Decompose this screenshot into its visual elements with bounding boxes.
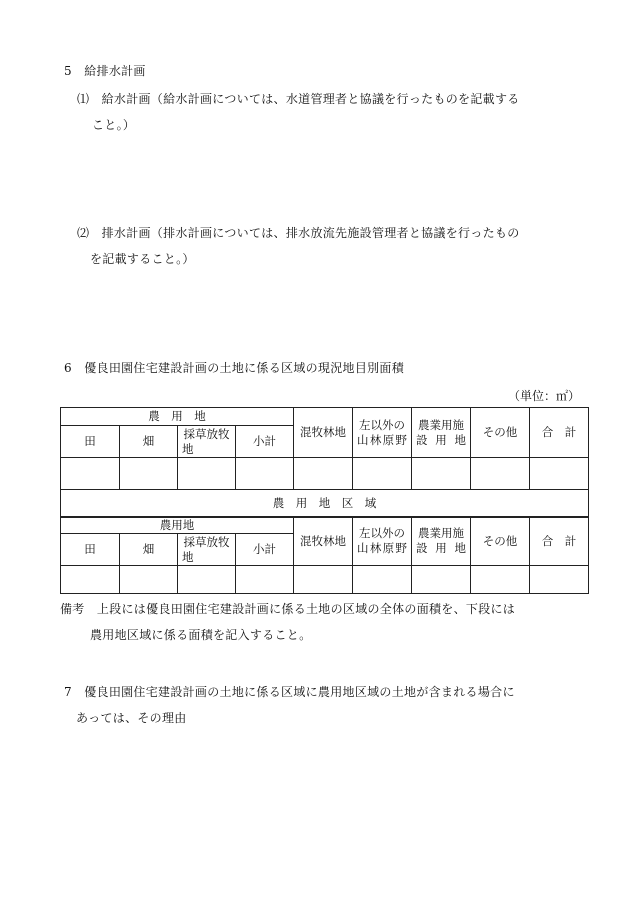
input-cell-meadow[interactable] (178, 458, 236, 490)
input-cell-other-area[interactable] (471, 566, 530, 594)
header-upland-field-area: 畑 (120, 534, 178, 566)
agricultural-promotion-area-label: 農 用 地 区 域 (61, 490, 589, 518)
drainage-plan-line2: を記載すること。） (90, 252, 195, 266)
input-cell-paddy-area[interactable] (61, 566, 120, 594)
header-upland-field: 畑 (120, 426, 178, 458)
input-cell-total[interactable] (530, 458, 589, 490)
header-mixed-pasture-forest: 混牧林地 (294, 408, 353, 458)
input-cell-subtotal-area[interactable] (236, 566, 294, 594)
input-cell-other[interactable] (471, 458, 530, 490)
drainage-plan-line1: ⑵ 排水計画（排水計画については、排水放流先施設管理者と協議を行ったもの (77, 226, 520, 240)
water-supply-plan-line1: ⑴ 給水計画（給水計画については、水道管理者と協議を行ったものを記載する (77, 92, 520, 106)
input-cell-other-forest-area[interactable] (353, 566, 412, 594)
header-agricultural-land-area: 農用地 (61, 517, 294, 534)
input-cell-total-area[interactable] (530, 566, 589, 594)
header-paddy-field: 田 (61, 426, 120, 458)
header-other: その他 (471, 408, 530, 458)
input-cell-upland-area[interactable] (120, 566, 178, 594)
section5-heading: 5 給排水計画 (64, 64, 146, 78)
header-mixed-pasture-forest-area: 混牧林地 (294, 517, 353, 566)
header-meadow-pasture: 採草放牧地 (178, 426, 236, 458)
input-cell-upland[interactable] (120, 458, 178, 490)
header-total-area: 合 計 (530, 517, 589, 566)
header-other-forest-wilderness: 左以外の山林原野 (353, 408, 412, 458)
input-cell-meadow-area[interactable] (178, 566, 236, 594)
land-category-table-area (60, 516, 589, 594)
section7-line1: 7 優良田園住宅建設計画の土地に係る区域に農用地区域の土地が含まれる場合に (64, 685, 515, 699)
remarks-line2: 農用地区域に係る面積を記入すること。 (90, 628, 312, 642)
input-cell-mixed-forest[interactable] (294, 458, 353, 490)
section6-heading: 6 優良田園住宅建設計画の土地に係る区域の現況地目別面積 (64, 361, 405, 375)
header-agricultural-facility-land-area: 農業用施設用地 (412, 517, 471, 566)
input-cell-facility-area[interactable] (412, 566, 471, 594)
remarks-line1: 備考 上段には優良田園住宅建設計画に係る土地の区域の全体の面積を、下段には (60, 602, 516, 616)
header-other-area: その他 (471, 517, 530, 566)
header-subtotal-area: 小計 (236, 534, 294, 566)
header-subtotal: 小計 (236, 426, 294, 458)
land-category-table-total (60, 407, 589, 518)
header-meadow-pasture-area: 採草放牧地 (178, 534, 236, 566)
section7-line2: あっては、その理由 (76, 711, 187, 725)
input-cell-mixed-forest-area[interactable] (294, 566, 353, 594)
water-supply-plan-line2: こと。） (92, 118, 136, 132)
input-cell-facility[interactable] (412, 458, 471, 490)
header-other-forest-wilderness-area: 左以外の山林原野 (353, 517, 412, 566)
header-total: 合 計 (530, 408, 589, 458)
header-agricultural-facility-land: 農業用施設用地 (412, 408, 471, 458)
header-agricultural-land: 農 用 地 (61, 408, 294, 426)
input-cell-other-forest[interactable] (353, 458, 412, 490)
header-paddy-field-area: 田 (61, 534, 120, 566)
input-cell-paddy[interactable] (61, 458, 120, 490)
input-cell-subtotal[interactable] (236, 458, 294, 490)
unit-label: （単位：㎡） (508, 389, 581, 403)
